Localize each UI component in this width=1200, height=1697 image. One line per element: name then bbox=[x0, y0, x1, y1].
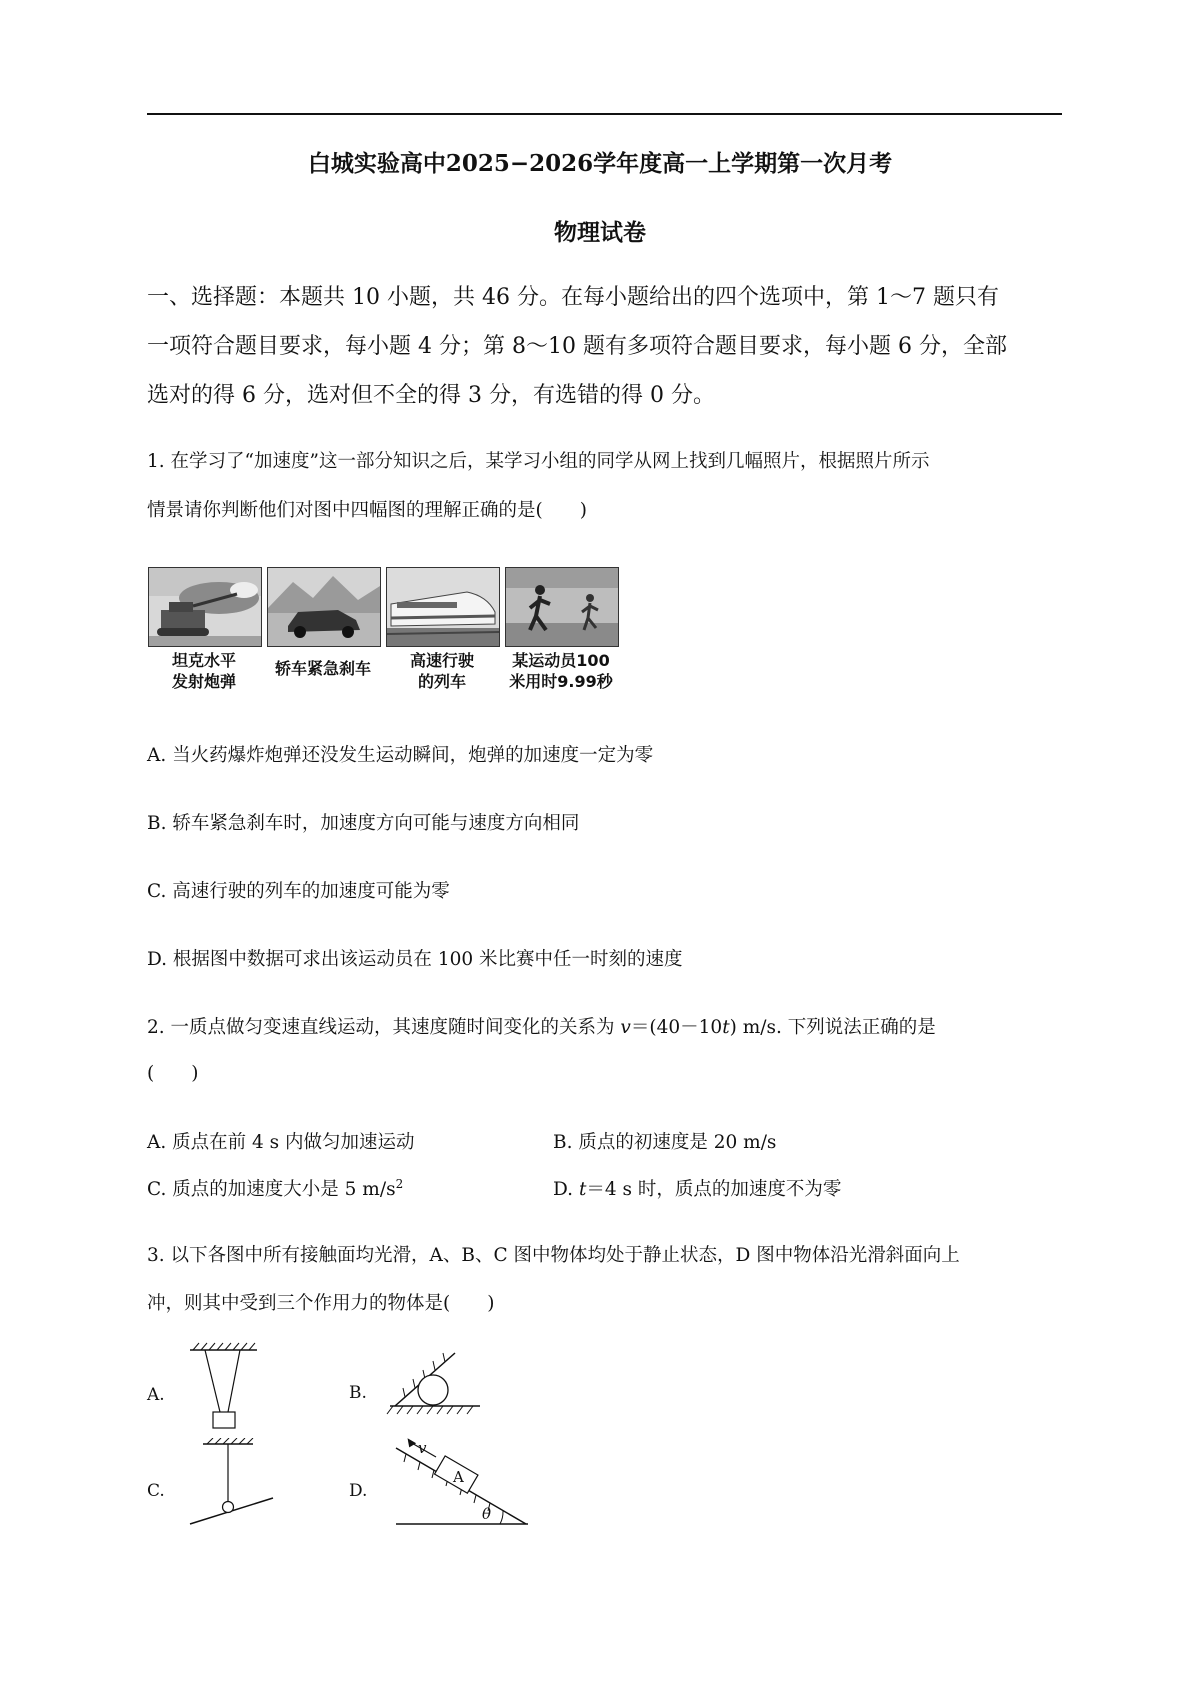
photo-train bbox=[386, 567, 500, 647]
photo-tank bbox=[148, 567, 262, 647]
section1-line3: 选对的得 6 分，选对但不全的得 3 分，有选错的得 0 分。 bbox=[147, 383, 715, 408]
q3-label-c: C. bbox=[147, 1481, 165, 1501]
q2-option-a: A. 质点在前 4 s 内做匀加速运动 bbox=[147, 1132, 415, 1153]
section1-line1: 一、选择题：本题共 10 小题，共 46 分。在每小题给出的四个选项中，第 1～7 题只有 bbox=[147, 285, 999, 310]
q3-label-b: B. bbox=[349, 1383, 367, 1403]
q1-option-b: B. 轿车紧急刹车时，加速度方向可能与速度方向相同 bbox=[147, 813, 580, 834]
exam-subject: 物理试卷 bbox=[554, 219, 646, 246]
photo-caption-car: 轿车紧急刹车 bbox=[274, 659, 371, 678]
q2-option-b: B. 质点的初速度是 20 m/s bbox=[553, 1132, 777, 1153]
q3-figure-d-angle-label: θ bbox=[482, 1505, 492, 1523]
q2-option-c: C. 质点的加速度大小是 5 $m/s^2$ bbox=[147, 1176, 404, 1200]
q3-figure-b bbox=[385, 1348, 485, 1418]
q1-option-a: A. 当火药爆炸炮弹还没发生运动瞬间，炮弹的加速度一定为零 bbox=[147, 745, 654, 766]
photo-caption-tank: 坦克水平 发射炮弹 bbox=[171, 651, 236, 691]
q2-stem-line1: 2. 一质点做匀变速直线运动，其速度随时间变化的关系为 v＝(40－10t) m/s. 下列说法正确的是 bbox=[147, 1017, 936, 1038]
q3-figure-d bbox=[392, 1438, 532, 1534]
section1-line2: 一项符合题目要求，每小题 4 分；第 8～10 题有多项符合题目要求，每小题 6 分，全部 bbox=[147, 334, 1007, 359]
q3-label-d: D. bbox=[349, 1481, 368, 1501]
top-rule bbox=[147, 113, 1062, 115]
q3-stem-line2: 冲，则其中受到三个作用力的物体是( ) bbox=[147, 1293, 495, 1314]
q3-figure-d-block-label: A bbox=[453, 1468, 464, 1486]
q1-option-d: D. 根据图中数据可求出该运动员在 100 米比赛中任一时刻的速度 bbox=[147, 949, 683, 970]
exam-title: 白城实验高中2025−2026学年度高一上学期第一次月考 bbox=[307, 150, 893, 177]
q3-figure-a bbox=[185, 1342, 275, 1432]
q3-figure-c bbox=[185, 1438, 285, 1528]
photo-caption-runner: 某运动员100 米用时9.99秒 bbox=[509, 651, 613, 691]
q3-figure-d-velocity-label: v bbox=[418, 1439, 427, 1457]
q3-stem-line1: 3. 以下各图中所有接触面均光滑，A、B、C 图中物体均处于静止状态，D 图中物体沿光滑斜面向上 bbox=[147, 1245, 960, 1266]
q2-stem-line2: ( ) bbox=[147, 1063, 199, 1084]
photo-runners bbox=[505, 567, 619, 647]
q1-stem-line2: 情景请你判断他们对图中四幅图的理解正确的是( ) bbox=[147, 500, 587, 521]
photo-caption-train: 高速行驶 的列车 bbox=[409, 651, 474, 691]
q3-label-a: A. bbox=[147, 1385, 165, 1405]
photo-car bbox=[267, 567, 381, 647]
q2-option-d: D. t＝4 s 时，质点的加速度不为零 bbox=[553, 1179, 842, 1200]
q1-stem-line1: 1. 在学习了“加速度”这一部分知识之后，某学习小组的同学从网上找到几幅照片，根据照片所示 bbox=[147, 451, 930, 472]
q1-option-c: C. 高速行驶的列车的加速度可能为零 bbox=[147, 881, 450, 902]
